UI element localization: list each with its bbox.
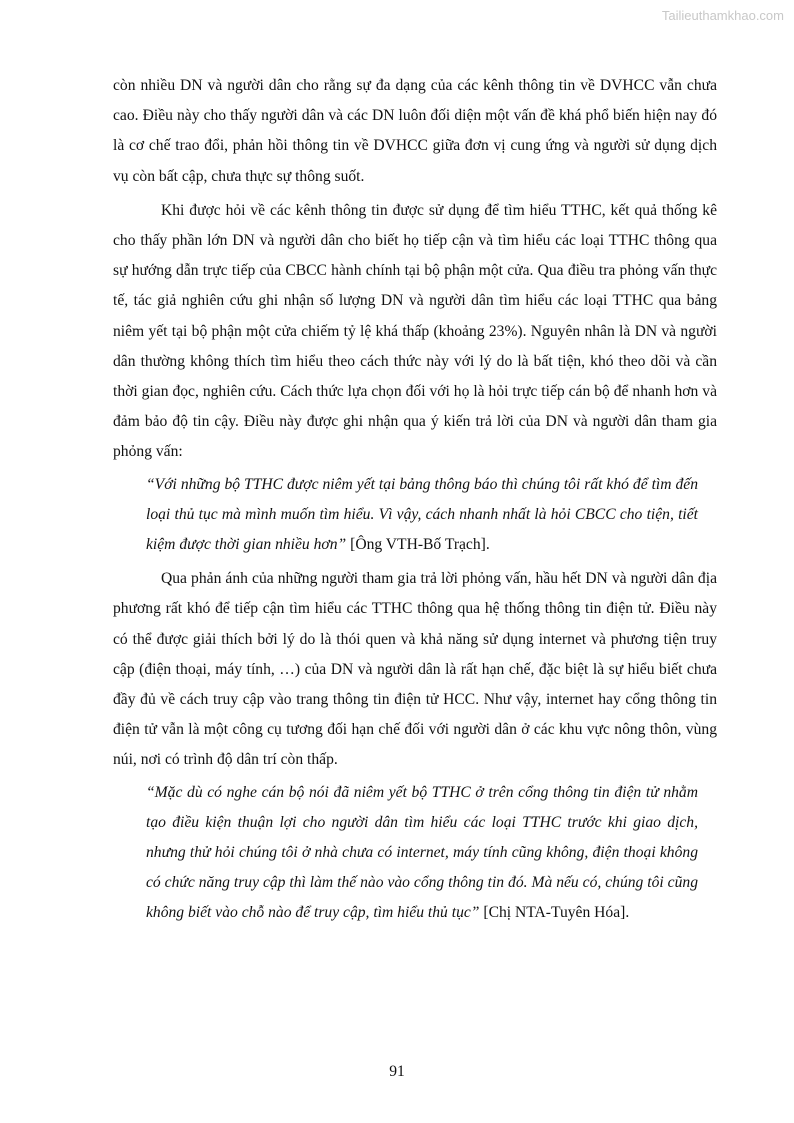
interview-quote-2: [146, 778, 698, 929]
interview-quote-1: [146, 470, 698, 561]
quote-2-text: “Mặc dù có nghe cán bộ nói đã niêm yết bộ TTHC ở trên cổng thông tin điện tử nhằm tạo điều kiện thuận lợi cho người dân tìm hiểu các loại TTHC trước khi giao dịch, nhưng thử hỏi chúng tôi ở nhà chưa có internet, máy tính cũng không, điện thoại không có chức năng truy cập thì làm thế nào vào cổng thông tin đó. Mà nếu có, chúng tôi cũng không biết vào chỗ nào để truy cập, tìm hiểu thủ tục”: [146, 783, 698, 922]
quote-1-text: “Với những bộ TTHC được niêm yết tại bảng thông báo thì chúng tôi rất khó để tìm đến loại thủ tục mà mình muốn tìm hiểu. Vì vậy, cách nhanh nhất là hỏi CBCC cho tiện, tiết kiệm được thời gian nhiều hơn”: [146, 475, 698, 554]
document-body: [113, 71, 717, 931]
paragraph-3: Qua phản ánh của những người tham gia trả lời phỏng vấn, hầu hết DN và người dân địa phương rất khó để tiếp cận tìm hiểu các TTHC thông qua hệ thống thông tin điện tử. Điều này có thể được giải thích bởi lý do là thói quen và khả năng sử dụng internet và phương tiện truy cập (điện thoại, máy tính, …) của DN và người dân là rất hạn chế, đặc biệt là sự hiểu biết chưa đầy đủ về cách truy cập vào trang thông tin điện tử HCC. Như vậy, internet hay cổng thông tin điện tử vẫn là một công cụ tương đối hạn chế đối với người dân ở các khu vực nông thôn, vùng núi, nơi có trình độ dân trí còn thấp.: [113, 570, 717, 769]
paragraph-1: còn nhiều DN và người dân cho rằng sự đa dạng của các kênh thông tin về DVHCC vẫn chưa cao. Điều này cho thấy người dân và các DN luôn đối diện một vấn đề khá phổ biến hiện nay đó là cơ chế trao đổi, phản hồi thông tin về DVHCC giữa đơn vị cung ứng và người sử dụng dịch vụ còn bất cập, chưa thực sự thông suốt.: [113, 77, 717, 185]
paragraph-2: Khi được hỏi về các kênh thông tin được sử dụng để tìm hiểu TTHC, kết quả thống kê cho thấy phần lớn DN và người dân cho biết họ tiếp cận và tìm hiểu các loại TTHC thông qua sự hướng dẫn trực tiếp của CBCC hành chính tại bộ phận một cửa. Qua điều tra phỏng vấn thực tế, tác giả nghiên cứu ghi nhận số lượng DN và người dân tìm hiểu các loại TTHC qua bảng niêm yết tại bộ phận một cửa chiếm tỷ lệ khá thấp (khoảng 23%). Nguyên nhân là DN và người dân thường không thích tìm hiểu theo cách thức này với lý do là bất tiện, khó theo dõi và cần thời gian đọc, nghiên cứu. Cách thức lựa chọn đối với họ là hỏi trực tiếp cán bộ để nhanh hơn và đảm bảo độ tin cậy. Điều này được ghi nhận qua ý kiến trả lời của DN và người dân tham gia phỏng vấn:: [113, 201, 717, 461]
watermark: Tailieuthamkhao.com: [661, 8, 784, 23]
page-number: 91: [389, 1063, 405, 1080]
quote-1-source: [Ông VTH-Bố Trạch].: [350, 536, 490, 554]
quote-2-source: [Chị NTA-Tuyên Hóa].: [483, 904, 630, 922]
